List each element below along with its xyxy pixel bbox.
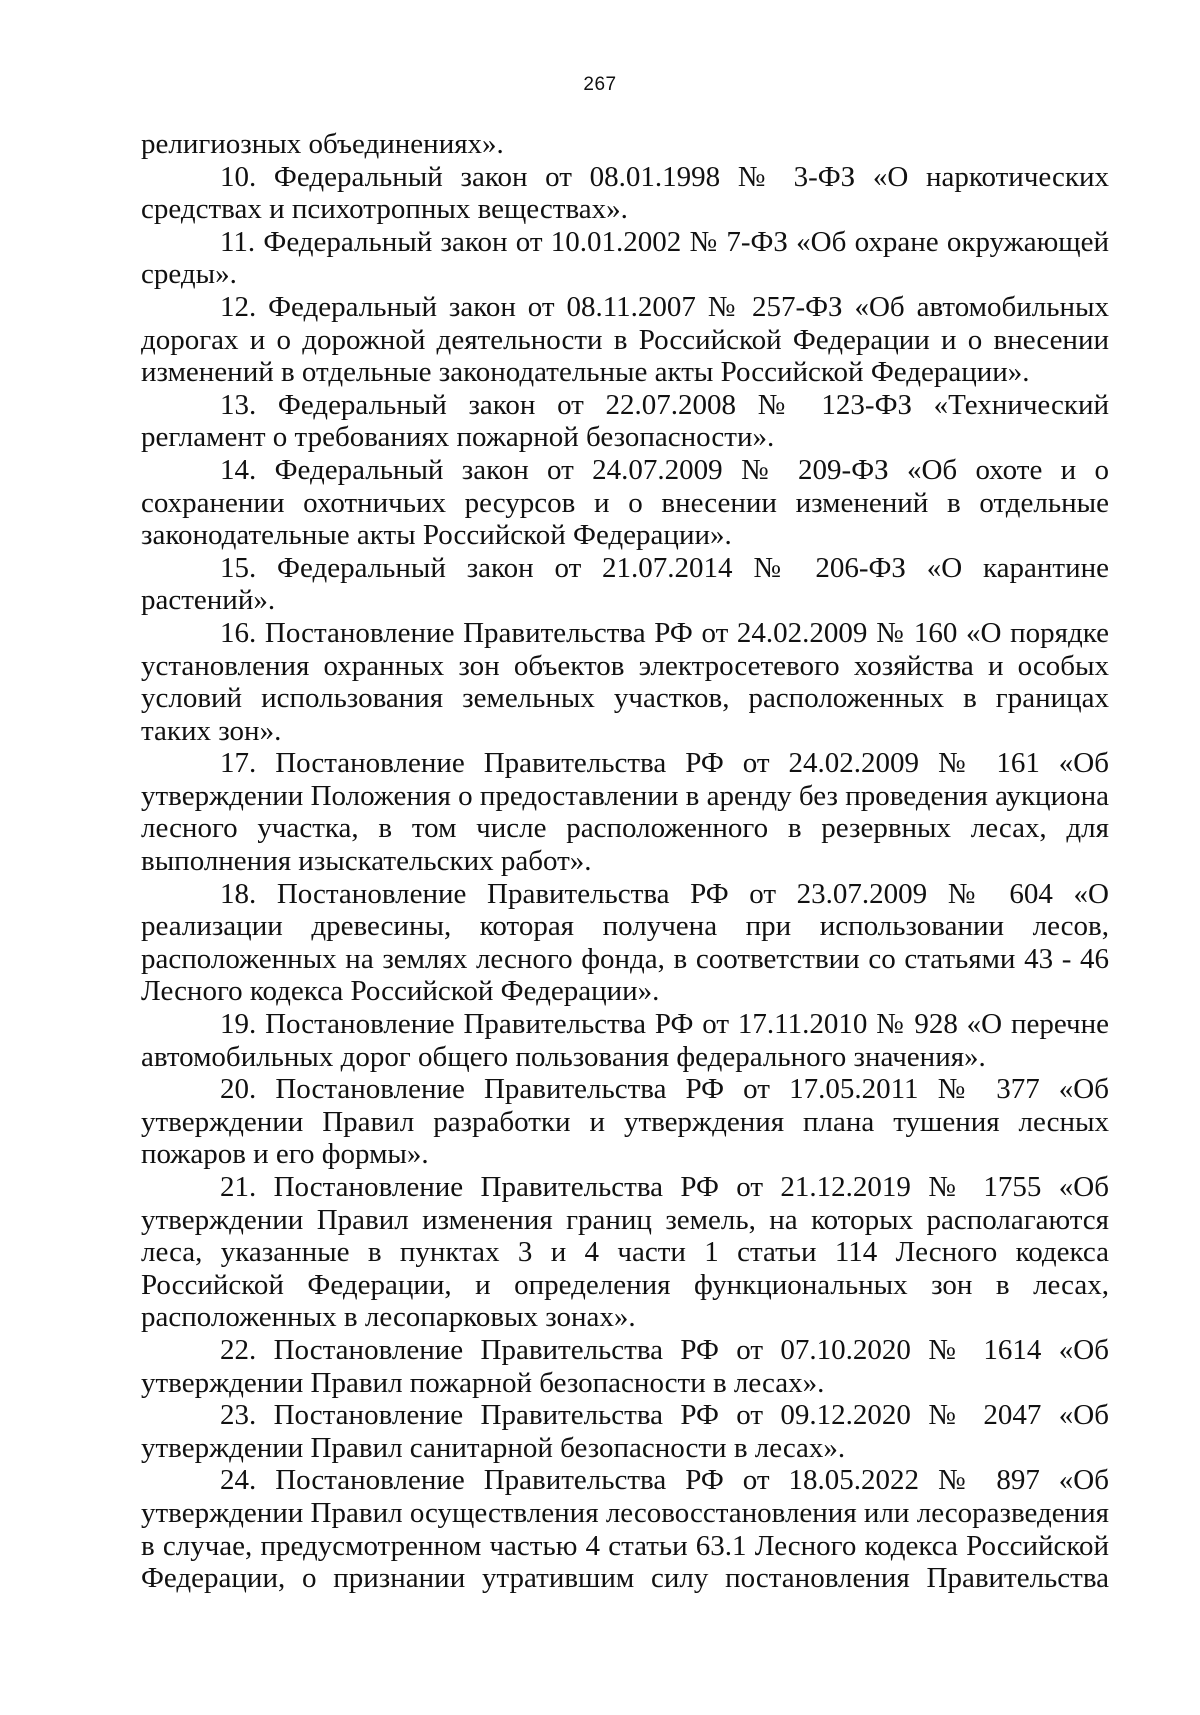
list-item: 11. Федеральный закон от 10.01.2002 № 7-ФЗ «Об охране окружающей среды». xyxy=(141,225,1109,291)
list-item: 16. Постановление Правительства РФ от 24.02.2009 № 160 «О порядке установления охранных зон объектов электросетевого хозяйства и особых условий использования земельных участков, расположенных в границах таких зон». xyxy=(141,616,1109,747)
document-body xyxy=(141,128,1109,1595)
list-item: 19. Постановление Правительства РФ от 17.11.2010 № 928 «О перечне автомобильных дорог общего пользования федерального значения». xyxy=(141,1008,1109,1073)
list-item: 17. Постановление Правительства РФ от 24.02.2009 № 161 «Об утверждении Положения о предоставлении в аренду без проведения аукциона лесного участка, в том числе расположенного в резервных лесах, для выполнения изыскательских работ». xyxy=(141,747,1109,878)
list-item: 10. Федеральный закон от 08.01.1998 № 3-ФЗ «О наркотических средствах и психотропных веществах». xyxy=(141,160,1109,226)
list-item: 22. Постановление Правительства РФ от 07.10.2020 № 1614 «Об утверждении Правил пожарной безопасности в лесах». xyxy=(141,1333,1109,1399)
page-number: 267 xyxy=(583,74,617,95)
list-item: 13. Федеральный закон от 22.07.2008 № 123-ФЗ «Технический регламент о требованиях пожарной безопасности». xyxy=(141,388,1109,454)
list-item: 14. Федеральный закон от 24.07.2009 № 209-ФЗ «Об охоте и о сохранении охотничьих ресурсов и о внесении изменений в отдельные законодательные акты Российской Федерации». xyxy=(141,453,1109,552)
list-item: 12. Федеральный закон от 08.11.2007 № 257-ФЗ «Об автомобильных дорогах и о дорожной деятельности в Российской Федерации и о внесении изменений в отдельные законодательные акты Российской Федерации». xyxy=(141,290,1109,389)
list-item: 20. Постановление Правительства РФ от 17.05.2011 № 377 «Об утверждении Правил разработки и утверждения плана тушения лесных пожаров и его формы». xyxy=(141,1073,1109,1171)
list-item: 18. Постановление Правительства РФ от 23.07.2009 № 604 «О реализации древесины, которая получена при использовании лесов, расположенных на землях лесного фонда, в соответствии со статьями 43 - 46 Лесного кодекса Российской Федерации». xyxy=(141,877,1109,1008)
list-item: 23. Постановление Правительства РФ от 09.12.2020 № 2047 «Об утверждении Правил санитарной безопасности в лесах». xyxy=(141,1399,1109,1464)
paragraph-continuation: религиозных объединениях». xyxy=(141,128,504,160)
list-item: 15. Федеральный закон от 21.07.2014 № 206-ФЗ «О карантине растений». xyxy=(141,551,1109,617)
list-item: 21. Постановление Правительства РФ от 21.12.2019 № 1755 «Об утверждении Правил изменения границ земель, на которых располагаются леса, указанные в пунктах 3 и 4 части 1 статьи 114 Лесного кодекса Российской Федерации, и определения функциональных зон в лесах, расположенных в лесопарковых зонах». xyxy=(141,1171,1109,1334)
list-item: 24. Постановление Правительства РФ от 18.05.2022 № 897 «Об утверждении Правил осуществления лесовосстановления или лесоразведения в случае, предусмотренном частью 4 статьи 63.1 Лесного кодекса Российской Федерации, о признании утратившим силу постановления Правительства xyxy=(141,1464,1109,1595)
